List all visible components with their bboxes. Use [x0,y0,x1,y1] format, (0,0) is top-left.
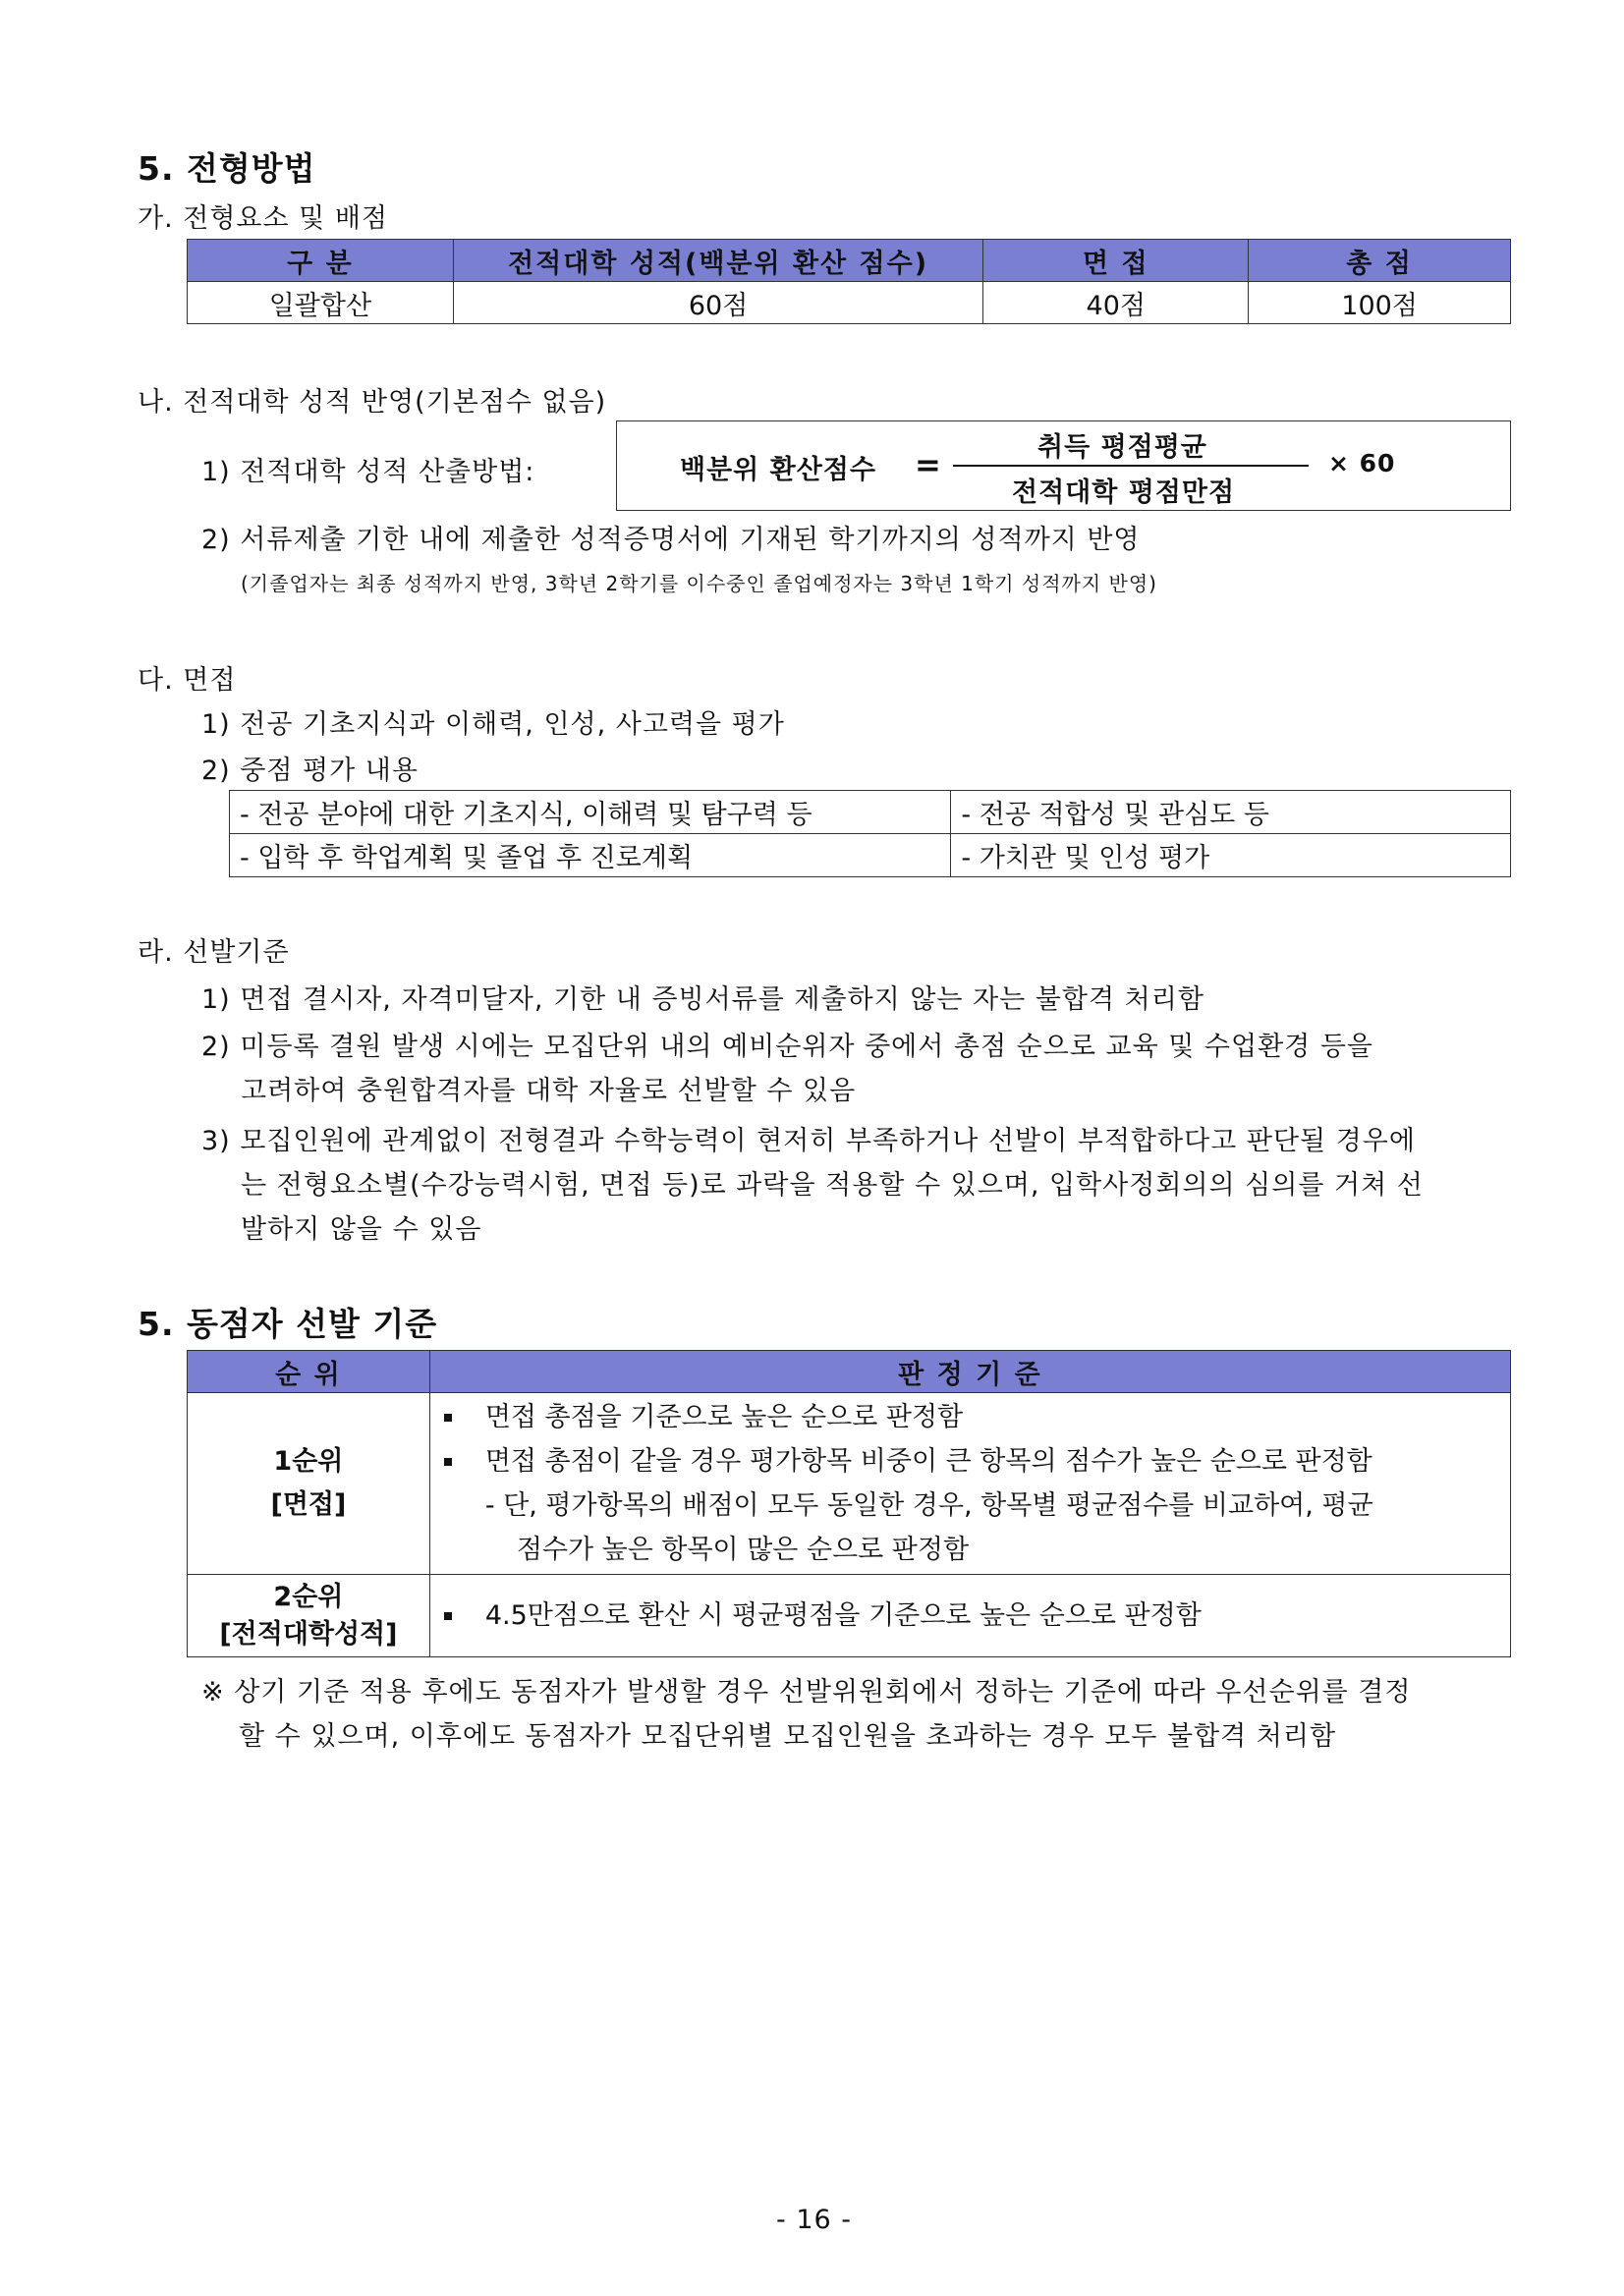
formula-numerator: 취득 평점평균 [1037,432,1207,463]
ra-item-1: 1) 면접 결시자, 자격미달자, 기한 내 증빙서류를 제출하지 않는 자는 불합격 처리함 [201,984,1204,1015]
formula-lhs: 백분위 환산점수 [680,455,876,485]
table-cell: 40점 [983,282,1249,324]
criteria-bullet: 면접 총점이 같을 경우 평가항목 비중이 큰 항목의 점수가 높은 순으로 판정함 [430,1439,1510,1484]
table-header: 전적대학 성적(백분위 환산 점수) [453,240,983,282]
na-item-2-note: (기졸업자는 최종 성적까지 반영, 3학년 2학기를 이수중인 졸업예정자는 3학년 1학기 성적까지 반영) [241,572,1157,595]
subsection-title-ga: 가. 전형요소 및 배점 [138,203,388,234]
square-bullet-icon [444,1612,452,1620]
ra-item-3-line3: 발하지 않을 수 있음 [241,1214,482,1245]
table-row [230,791,1511,834]
ra-item-3-line1: 3) 모집인원에 관계없이 전형결과 수학능력이 현저히 부족하거나 선발이 부적합하다고 판단될 경우에 [201,1126,1416,1156]
na-item-2: 2) 서류제출 기한 내에 제출한 성적증명서에 기재된 학기까지의 성적까지 반영 [201,525,1141,555]
table-header: 총 점 [1249,240,1511,282]
table-header: 순 위 [188,1351,430,1393]
square-bullet-icon [444,1414,452,1422]
interview-focus-table [229,790,1511,877]
table-header-row [188,240,1511,282]
table-header: 판 정 기 준 [429,1351,1510,1393]
criteria-bullet: 4.5만점으로 환산 시 평균평점을 기준으로 높은 순으로 판정함 [430,1594,1510,1638]
subsection-title-da: 다. 면접 [138,665,237,696]
tie-break-table [187,1350,1511,1657]
table-cell: - 전공 적합성 및 관심도 등 [951,791,1511,834]
table-header-row [188,1351,1511,1393]
table-cell: - 전공 분야에 대한 기초지식, 이해력 및 탐구력 등 [230,791,951,834]
ra-item-2-line2: 고려하여 충원합격자를 대학 자율로 선발할 수 있음 [241,1076,857,1106]
score-table [187,239,1511,324]
table-row [188,1393,1511,1575]
criteria-cell [429,1393,1510,1575]
page-number: - 16 - [776,2205,853,2235]
rank-label-cell [188,1575,430,1657]
table-header: 면 접 [983,240,1249,282]
table-row [188,282,1511,324]
criteria-sub: - 단, 평가항목의 배점이 모두 동일한 경우, 항목별 평균점수를 비교하여, 평균 [484,1490,1373,1521]
rank-label: 2순위 [273,1581,344,1612]
rank-label-sub: [면접] [270,1489,347,1520]
da-item-1: 1) 전공 기초지식과 이해력, 인성, 사고력을 평가 [201,709,785,740]
table-cell: 100점 [1249,282,1511,324]
square-bullet-icon [444,1458,452,1466]
da-item-2: 2) 중점 평가 내용 [201,756,419,786]
formula-box [616,420,1511,511]
table-header: 구 분 [188,240,454,282]
table-cell: - 입학 후 학업계획 및 졸업 후 진로계획 [230,834,951,877]
formula-denominator: 전적대학 평점만점 [1012,477,1236,508]
rank-label: 1순위 [273,1446,344,1477]
table-cell: 60점 [453,282,983,324]
ra-item-2-line1: 2) 미등록 결원 발생 시에는 모집단위 내의 예비순위자 중에서 총점 순으로 교육 및 수업환경 등을 [201,1032,1373,1062]
formula-equals: = [915,446,942,483]
formula-multiplier: × 60 [1328,449,1396,477]
table-row [188,1575,1511,1657]
section-title: 5. 전형방법 [138,149,316,188]
fraction-bar [953,465,1309,467]
tie-note-line1: ※ 상기 기준 적용 후에도 동점자가 발생할 경우 선발위원회에서 정하는 기준에 따라 우선순위를 결정 [201,1677,1412,1708]
table-row [230,834,1511,877]
rank-label-sub: [전적대학성적] [219,1618,398,1650]
formula-label: 1) 전적대학 성적 산출방법: [201,457,535,487]
tie-note-line2: 할 수 있으며, 이후에도 동점자가 모집단위별 모집인원을 초과하는 경우 모두 불합격 처리함 [239,1721,1337,1752]
subsection-title-na: 나. 전적대학 성적 반영(기본점수 없음) [138,387,607,418]
criteria-cell [429,1575,1510,1657]
table-cell: - 가치관 및 인성 평가 [951,834,1511,877]
criteria-sub-cont: 점수가 높은 항목이 많은 순으로 판정함 [516,1535,970,1565]
criteria-bullet: 면접 총점을 기준으로 높은 순으로 판정함 [430,1395,1510,1439]
subsection-title-ra: 라. 선발기준 [138,937,290,968]
section-title: 5. 동점자 선발 기준 [138,1305,438,1343]
table-cell: 일괄합산 [188,282,454,324]
rank-label-cell [188,1393,430,1575]
ra-item-3-line2: 는 전형요소별(수강능력시험, 면접 등)로 과락을 적용할 수 있으며, 입학사정회의의 심의를 거쳐 선 [241,1170,1424,1201]
